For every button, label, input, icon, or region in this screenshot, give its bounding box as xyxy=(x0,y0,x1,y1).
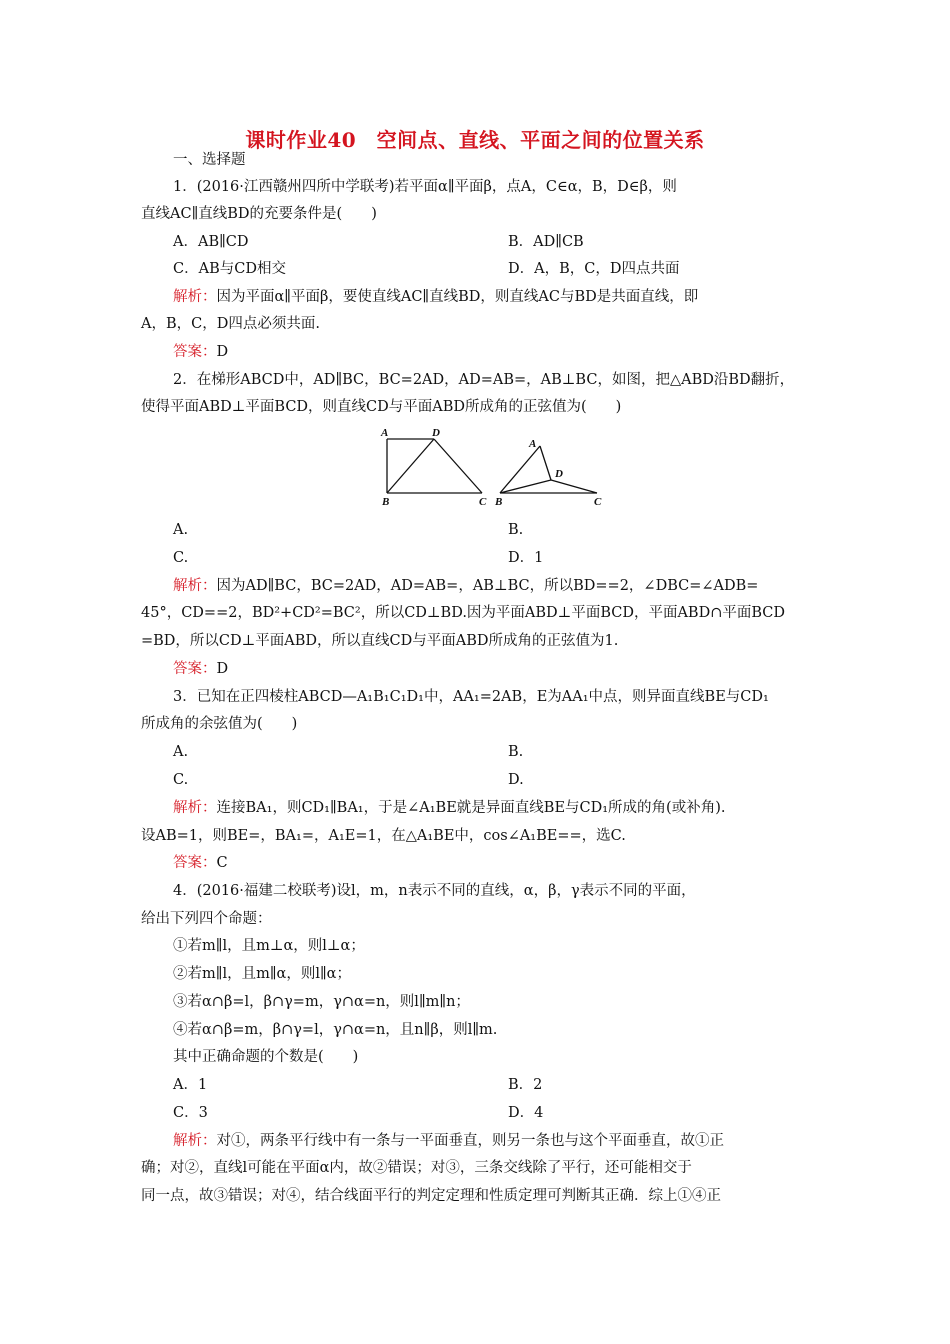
q2-answer xyxy=(173,659,228,679)
analysis-label: 解析： xyxy=(173,289,217,305)
q4-proposition-2: ②若m∥l，且m∥α，则l∥α； xyxy=(173,966,351,982)
q2-option-d: D．1 xyxy=(508,550,544,566)
q1-answer-value: D xyxy=(216,344,229,360)
q4-analysis-text: 对①，两条平行线中有一条与一平面垂直，则另一条也与这个平面垂直，故①正 xyxy=(216,1133,724,1149)
answer-label: 答案： xyxy=(173,344,217,360)
q4-stem-line2: 给出下列四个命题： xyxy=(141,911,272,927)
q4-option-d: D．4 xyxy=(508,1105,544,1121)
q3-option-b: B. xyxy=(508,744,524,760)
q4-analysis-line2: 确；对②，直线l可能在平面α内，故②错误；对③，三条交线除了平行，还可能相交于 xyxy=(141,1160,692,1176)
q1-option-a: A．AB∥CD xyxy=(173,234,249,250)
q4-proposition-3: ③若α∩β=l，β∩γ=m，γ∩α=n，则l∥m∥n； xyxy=(173,994,470,1010)
edge-dc-folded xyxy=(551,480,597,493)
analysis-label: 解析： xyxy=(173,1133,217,1149)
q1-option-c: C．AB与CD相交 xyxy=(173,261,286,277)
q2-option-b: B. xyxy=(508,522,524,538)
q3-option-d: D. xyxy=(508,772,524,788)
q2-stem-line2: 使得平面ABD⊥平面BCD，则直线CD与平面ABD所成角的正弦值为( ) xyxy=(141,399,622,415)
q2-stem-line1: 2．在梯形ABCD中，AD∥BC，BC=2AD，AD=AB=，AB⊥BC，如图，把△ABD沿BD翻折， xyxy=(173,372,795,388)
q1-option-b: B．AD∥CB xyxy=(508,234,584,250)
q4-option-a: A．1 xyxy=(173,1077,208,1093)
figure-label-a-folded: A xyxy=(529,438,537,450)
figure-label-b: B xyxy=(382,496,390,508)
answer-label: 答案： xyxy=(173,661,217,677)
q2-option-a: A. xyxy=(173,522,189,538)
section-heading: 一、选择题 xyxy=(173,152,246,168)
trapezoid-figure-flat xyxy=(387,439,482,493)
q3-analysis-line2: 设AB=1，则BE=，BA₁=，A₁E=1，在△A₁BE中，cos∠A₁BE==，选C. xyxy=(141,828,626,844)
edge-bd-folded xyxy=(500,480,551,493)
q3-option-a: A. xyxy=(173,744,189,760)
q2-option-c: C. xyxy=(173,550,189,566)
q3-analysis-text: 连接BA₁，则CD₁∥BA₁，于是∠A₁BE就是异面直线BE与CD₁所成的角(或补角). xyxy=(216,800,726,816)
q3-analysis-line1 xyxy=(173,798,725,818)
q3-option-c: C. xyxy=(173,772,189,788)
figure-label-a: A xyxy=(381,427,389,439)
edge-dc xyxy=(434,439,482,493)
q4-proposition-1: ①若m∥l，且m⊥α，则l⊥α； xyxy=(173,938,365,954)
page-title: 课时作业40 空间点、直线、平面之间的位置关系 xyxy=(245,128,705,152)
figure-label-b-folded: B xyxy=(495,496,503,508)
edge-bd xyxy=(387,439,434,493)
q4-proposition-4: ④若α∩β=m，β∩γ=l，γ∩α=n，且n∥β，则l∥m. xyxy=(173,1022,498,1038)
q4-option-b: B．2 xyxy=(508,1077,543,1093)
q3-answer-value: C xyxy=(216,855,228,871)
q4-option-c: C．3 xyxy=(173,1105,208,1121)
q1-option-d: D．A，B，C，D四点共面 xyxy=(508,261,680,277)
analysis-label: 解析： xyxy=(173,800,217,816)
edge-ad-folded xyxy=(540,446,551,480)
edge-ba-folded xyxy=(500,446,540,493)
q4-stem-line3: 其中正确命题的个数是( ) xyxy=(173,1049,359,1065)
q2-analysis-line2: 45°，CD==2，BD²+CD²=BC²，所以CD⊥BD.因为平面ABD⊥平面BCD，平面ABD∩平面BCD xyxy=(141,605,786,621)
q1-analysis-line2: A，B，C，D四点必须共面. xyxy=(141,316,320,332)
q2-answer-value: D xyxy=(216,661,229,677)
q4-stem-line1: 4．(2016·福建二校联考)设l，m，n表示不同的直线，α，β，γ表示不同的平面， xyxy=(173,883,696,899)
q4-analysis-line1 xyxy=(173,1131,724,1151)
q1-analysis-line1 xyxy=(173,287,698,307)
answer-label: 答案： xyxy=(173,855,217,871)
q1-stem-line2: 直线AC∥直线BD的充要条件是( ) xyxy=(141,206,377,222)
figure-label-d: D xyxy=(432,427,440,439)
analysis-label: 解析： xyxy=(173,578,217,594)
figure-label-d-folded: D xyxy=(555,468,563,480)
figure-label-c: C xyxy=(479,496,487,508)
q1-stem-line1: 1．(2016·江西赣州四所中学联考)若平面α∥平面β，点A，C∈α，B，D∈β，则 xyxy=(173,179,677,195)
q2-analysis-line1 xyxy=(173,576,758,596)
q3-answer xyxy=(173,853,228,873)
q3-stem-line2: 所成角的余弦值为( ) xyxy=(141,716,298,732)
q1-analysis-text: 因为平面α∥平面β，要使直线AC∥直线BD，则直线AC与BD是共面直线，即 xyxy=(216,289,699,305)
q2-analysis-text: 因为AD∥BC，BC=2AD，AD=AB=，AB⊥BC，所以BD==2，∠DBC=∠ADB= xyxy=(216,578,759,594)
q2-analysis-line3: =BD，所以CD⊥平面ABD，所以直线CD与平面ABD所成角的正弦值为1. xyxy=(141,633,619,649)
q4-analysis-line3: 同一点，故③错误；对④，结合线面平行的判定定理和性质定理可判断其正确．综上①④正 xyxy=(141,1188,721,1204)
q3-stem-line1: 3．已知在正四棱柱ABCD—A₁B₁C₁D₁中，AA₁=2AB，E为AA₁中点，则异面直线BE与CD₁ xyxy=(173,689,769,705)
figure-label-c-folded: C xyxy=(594,496,602,508)
q1-answer xyxy=(173,342,228,362)
trapezoid-figure-folded xyxy=(500,446,597,493)
trapezoid-figures xyxy=(375,425,615,510)
